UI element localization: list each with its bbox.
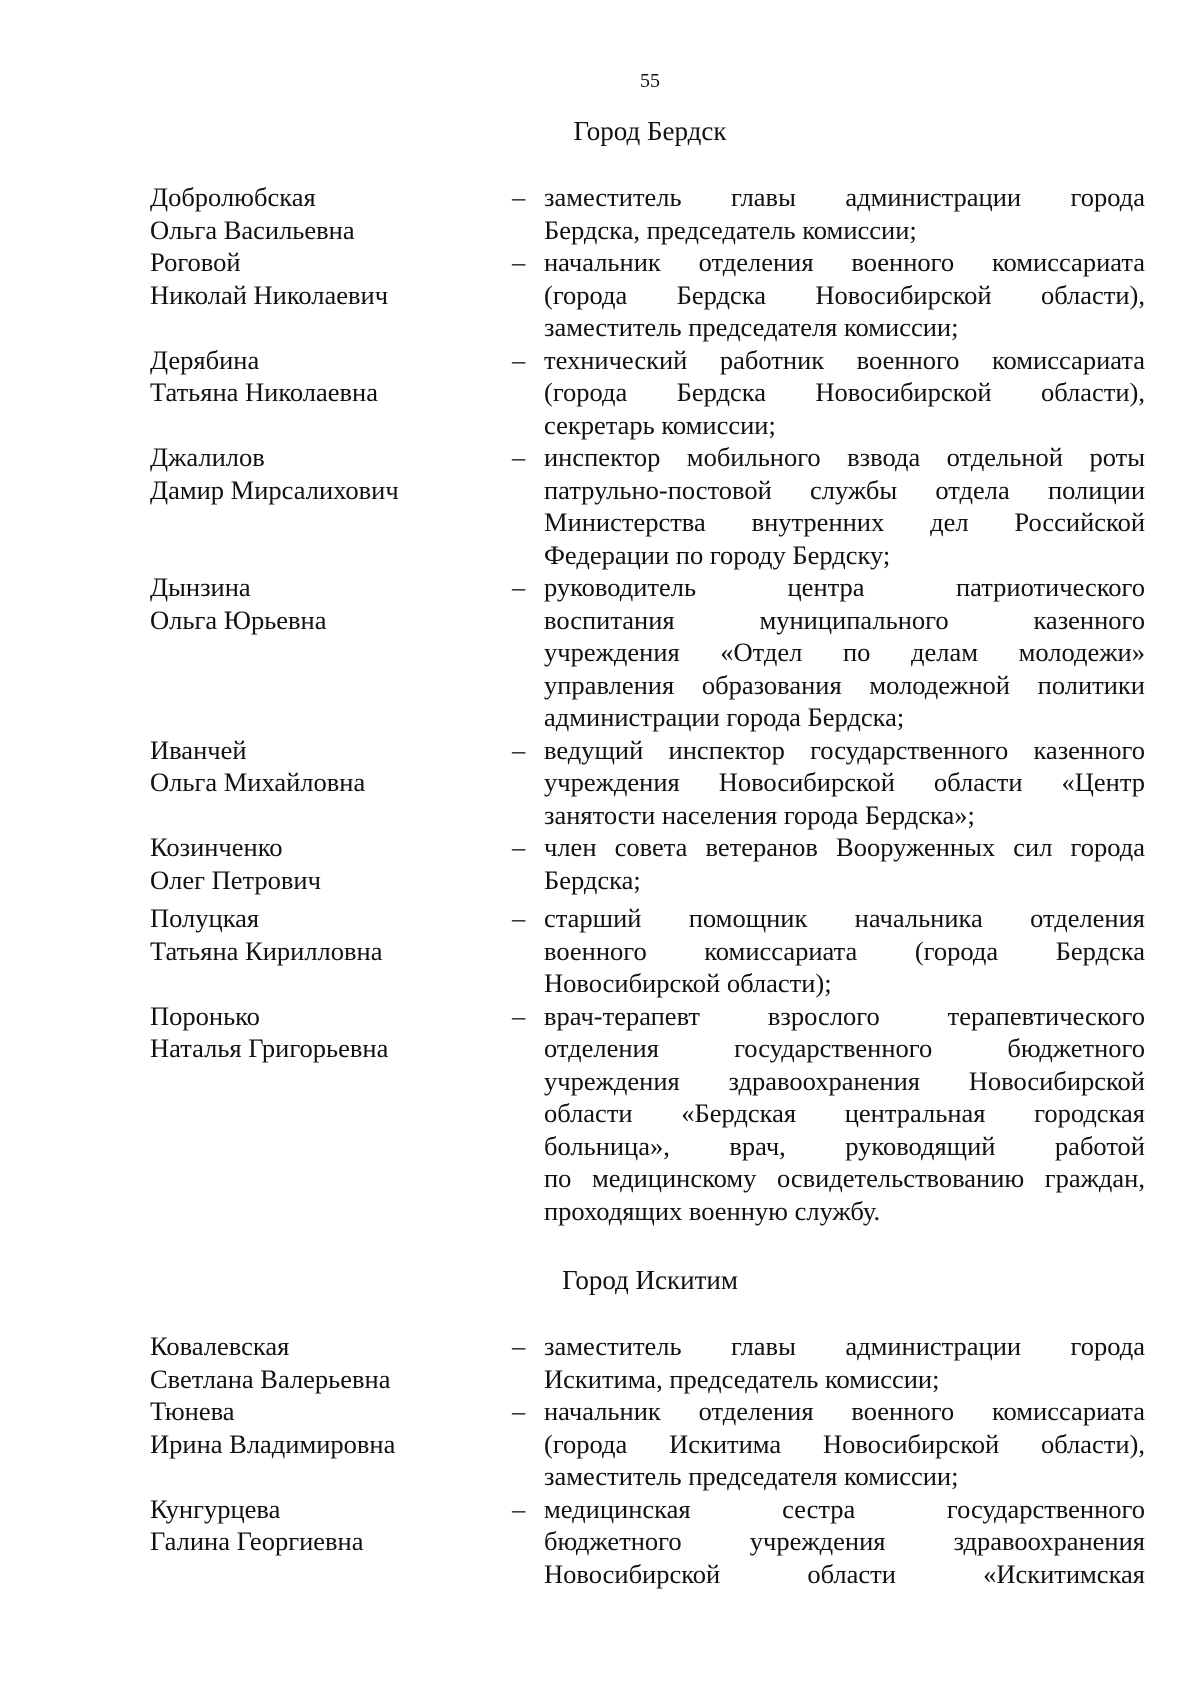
role-line: начальник отделения военного комиссариата (544, 247, 1145, 277)
member-name (150, 571, 512, 636)
member-role (544, 441, 1145, 571)
role-line: инспектор мобильного взвода отдельной роты (544, 442, 1145, 472)
role-line: (города Бердска Новосибирской области), (544, 279, 1145, 310)
role-line: ведущий инспектор государственного казенного (544, 734, 1145, 765)
role-line: начальник отделения военного комиссариата (544, 1396, 1145, 1426)
role-line: старший помощник начальника отделения (544, 903, 1145, 933)
member-surname: Кунгурцева (150, 1493, 281, 1524)
member-name (150, 902, 512, 967)
member-role (544, 1330, 1145, 1395)
member-name (150, 181, 512, 246)
member-name (150, 1000, 512, 1065)
role-line: медицинская сестра государственного (544, 1493, 1145, 1524)
member-role (544, 1000, 1145, 1228)
member-surname: Добролюбская (150, 182, 316, 212)
dash-separator: – (512, 182, 526, 212)
member-surname: Дынзина (150, 572, 251, 602)
dash-separator: – (512, 1000, 526, 1031)
member-entry (150, 831, 1145, 896)
dash-separator: – (512, 832, 526, 862)
role-line: администрации города Бердска; (544, 702, 905, 732)
member-name (150, 344, 512, 409)
role-line: заместитель главы администрации города (544, 182, 1145, 212)
member-surname: Поронько (150, 1000, 260, 1031)
role-line: проходящих военную службу. (544, 1195, 881, 1226)
member-entry (150, 344, 1145, 442)
member-name (150, 1330, 512, 1395)
member-entry (150, 1000, 1145, 1228)
dash-separator: – (512, 1331, 526, 1361)
member-given-name: Светлана Валерьевна (150, 1363, 391, 1394)
role-line: занятости населения города Бердска»; (544, 799, 975, 830)
role-line: области «Бердская центральная городская (544, 1098, 1145, 1128)
member-surname: Роговой (150, 247, 241, 277)
member-entry (150, 902, 1145, 1000)
role-line: Новосибирской области); (544, 968, 832, 998)
role-line: патрульно-постовой службы отдела полиции (544, 474, 1145, 505)
member-name (150, 246, 512, 311)
role-line: (города Искитима Новосибирской области), (544, 1428, 1145, 1459)
member-given-name: Ольга Михайловна (150, 767, 366, 797)
role-line: заместитель главы администрации города (544, 1331, 1145, 1361)
member-given-name: Дамир Мирсалихович (150, 474, 399, 505)
role-line: воспитания муниципального казенного (544, 604, 1145, 635)
dash-separator: – (512, 734, 526, 765)
member-surname: Иванчей (150, 734, 247, 765)
member-given-name: Наталья Григорьевна (150, 1033, 389, 1063)
section-title-iskitim: Город Искитим (562, 1265, 738, 1295)
dash-separator: – (512, 572, 526, 602)
role-line: учреждения здравоохранения Новосибирской (544, 1065, 1145, 1096)
role-line: технический работник военного комиссариата (544, 344, 1145, 375)
role-line: управления образования молодежной политики (544, 669, 1145, 700)
member-surname: Тюнева (150, 1396, 235, 1426)
role-line: руководитель центра патриотического (544, 572, 1145, 602)
role-line: член совета ветеранов Вооруженных сил города (544, 832, 1145, 862)
member-role (544, 1493, 1145, 1591)
dash-separator: – (512, 903, 526, 933)
member-entry (150, 181, 1145, 246)
section-title-berdsk: Город Бердск (573, 116, 727, 146)
member-surname: Дерябина (150, 344, 260, 375)
member-name (150, 441, 512, 506)
member-surname: Козинченко (150, 832, 283, 862)
role-line: бюджетного учреждения здравоохранения (544, 1526, 1145, 1556)
role-line: Министерства внутренних дел Российской (544, 507, 1145, 537)
role-line: Федерации по городу Бердску; (544, 539, 891, 570)
member-surname: Ковалевская (150, 1331, 290, 1361)
member-role (544, 902, 1145, 1000)
role-line: (города Бердска Новосибирской области), (544, 377, 1145, 407)
role-line: учреждения «Отдел по делам молодежи» (544, 637, 1145, 667)
role-line: Новосибирской области «Искитимская (544, 1558, 1145, 1589)
member-list-berdsk (150, 181, 1145, 1227)
role-line: военного комиссариата (города Бердска (544, 935, 1145, 966)
member-entry (150, 571, 1145, 734)
member-role (544, 246, 1145, 344)
dash-separator: – (512, 442, 526, 472)
member-given-name: Ольга Юрьевна (150, 604, 327, 635)
member-role (544, 831, 1145, 896)
member-list-iskitim (150, 1330, 1145, 1590)
role-line: Бердска; (544, 864, 641, 895)
member-name (150, 1395, 512, 1460)
role-line: врач-терапевт взрослого терапевтического (544, 1000, 1145, 1031)
member-given-name: Ирина Владимировна (150, 1428, 396, 1459)
role-line: больница», врач, руководящий работой (544, 1130, 1145, 1161)
member-entry (150, 441, 1145, 571)
member-entry (150, 1493, 1145, 1591)
role-line: отделения государственного бюджетного (544, 1033, 1145, 1063)
member-role (544, 344, 1145, 442)
page-number: 55 (640, 70, 660, 92)
member-entry (150, 1330, 1145, 1395)
member-given-name: Татьяна Кирилловна (150, 935, 383, 966)
dash-separator: – (512, 1493, 526, 1524)
dash-separator: – (512, 1396, 526, 1426)
member-given-name: Галина Георгиевна (150, 1526, 364, 1556)
role-line: секретарь комиссии; (544, 409, 776, 440)
member-given-name: Татьяна Николаевна (150, 377, 378, 407)
member-entry (150, 1395, 1145, 1493)
member-given-name: Олег Петрович (150, 864, 321, 895)
dash-separator: – (512, 247, 526, 277)
dash-separator: – (512, 344, 526, 375)
role-line: Искитима, председатель комиссии; (544, 1363, 940, 1394)
role-line: заместитель председателя комиссии; (544, 1461, 959, 1491)
member-entry (150, 246, 1145, 344)
member-name (150, 734, 512, 799)
member-name (150, 1493, 512, 1558)
member-role (544, 181, 1145, 246)
member-entry (150, 734, 1145, 832)
member-given-name: Ольга Васильевна (150, 214, 355, 245)
member-surname: Джалилов (150, 442, 265, 472)
member-surname: Полуцкая (150, 903, 260, 933)
member-role (544, 571, 1145, 734)
member-role (544, 734, 1145, 832)
member-given-name: Николай Николаевич (150, 279, 389, 310)
role-line: учреждения Новосибирской области «Центр (544, 767, 1145, 797)
role-line: по медицинскому освидетельствованию граждан, (544, 1163, 1145, 1193)
member-role (544, 1395, 1145, 1493)
role-line: заместитель председателя комиссии; (544, 312, 959, 342)
member-name (150, 831, 512, 896)
role-line: Бердска, председатель комиссии; (544, 214, 917, 245)
